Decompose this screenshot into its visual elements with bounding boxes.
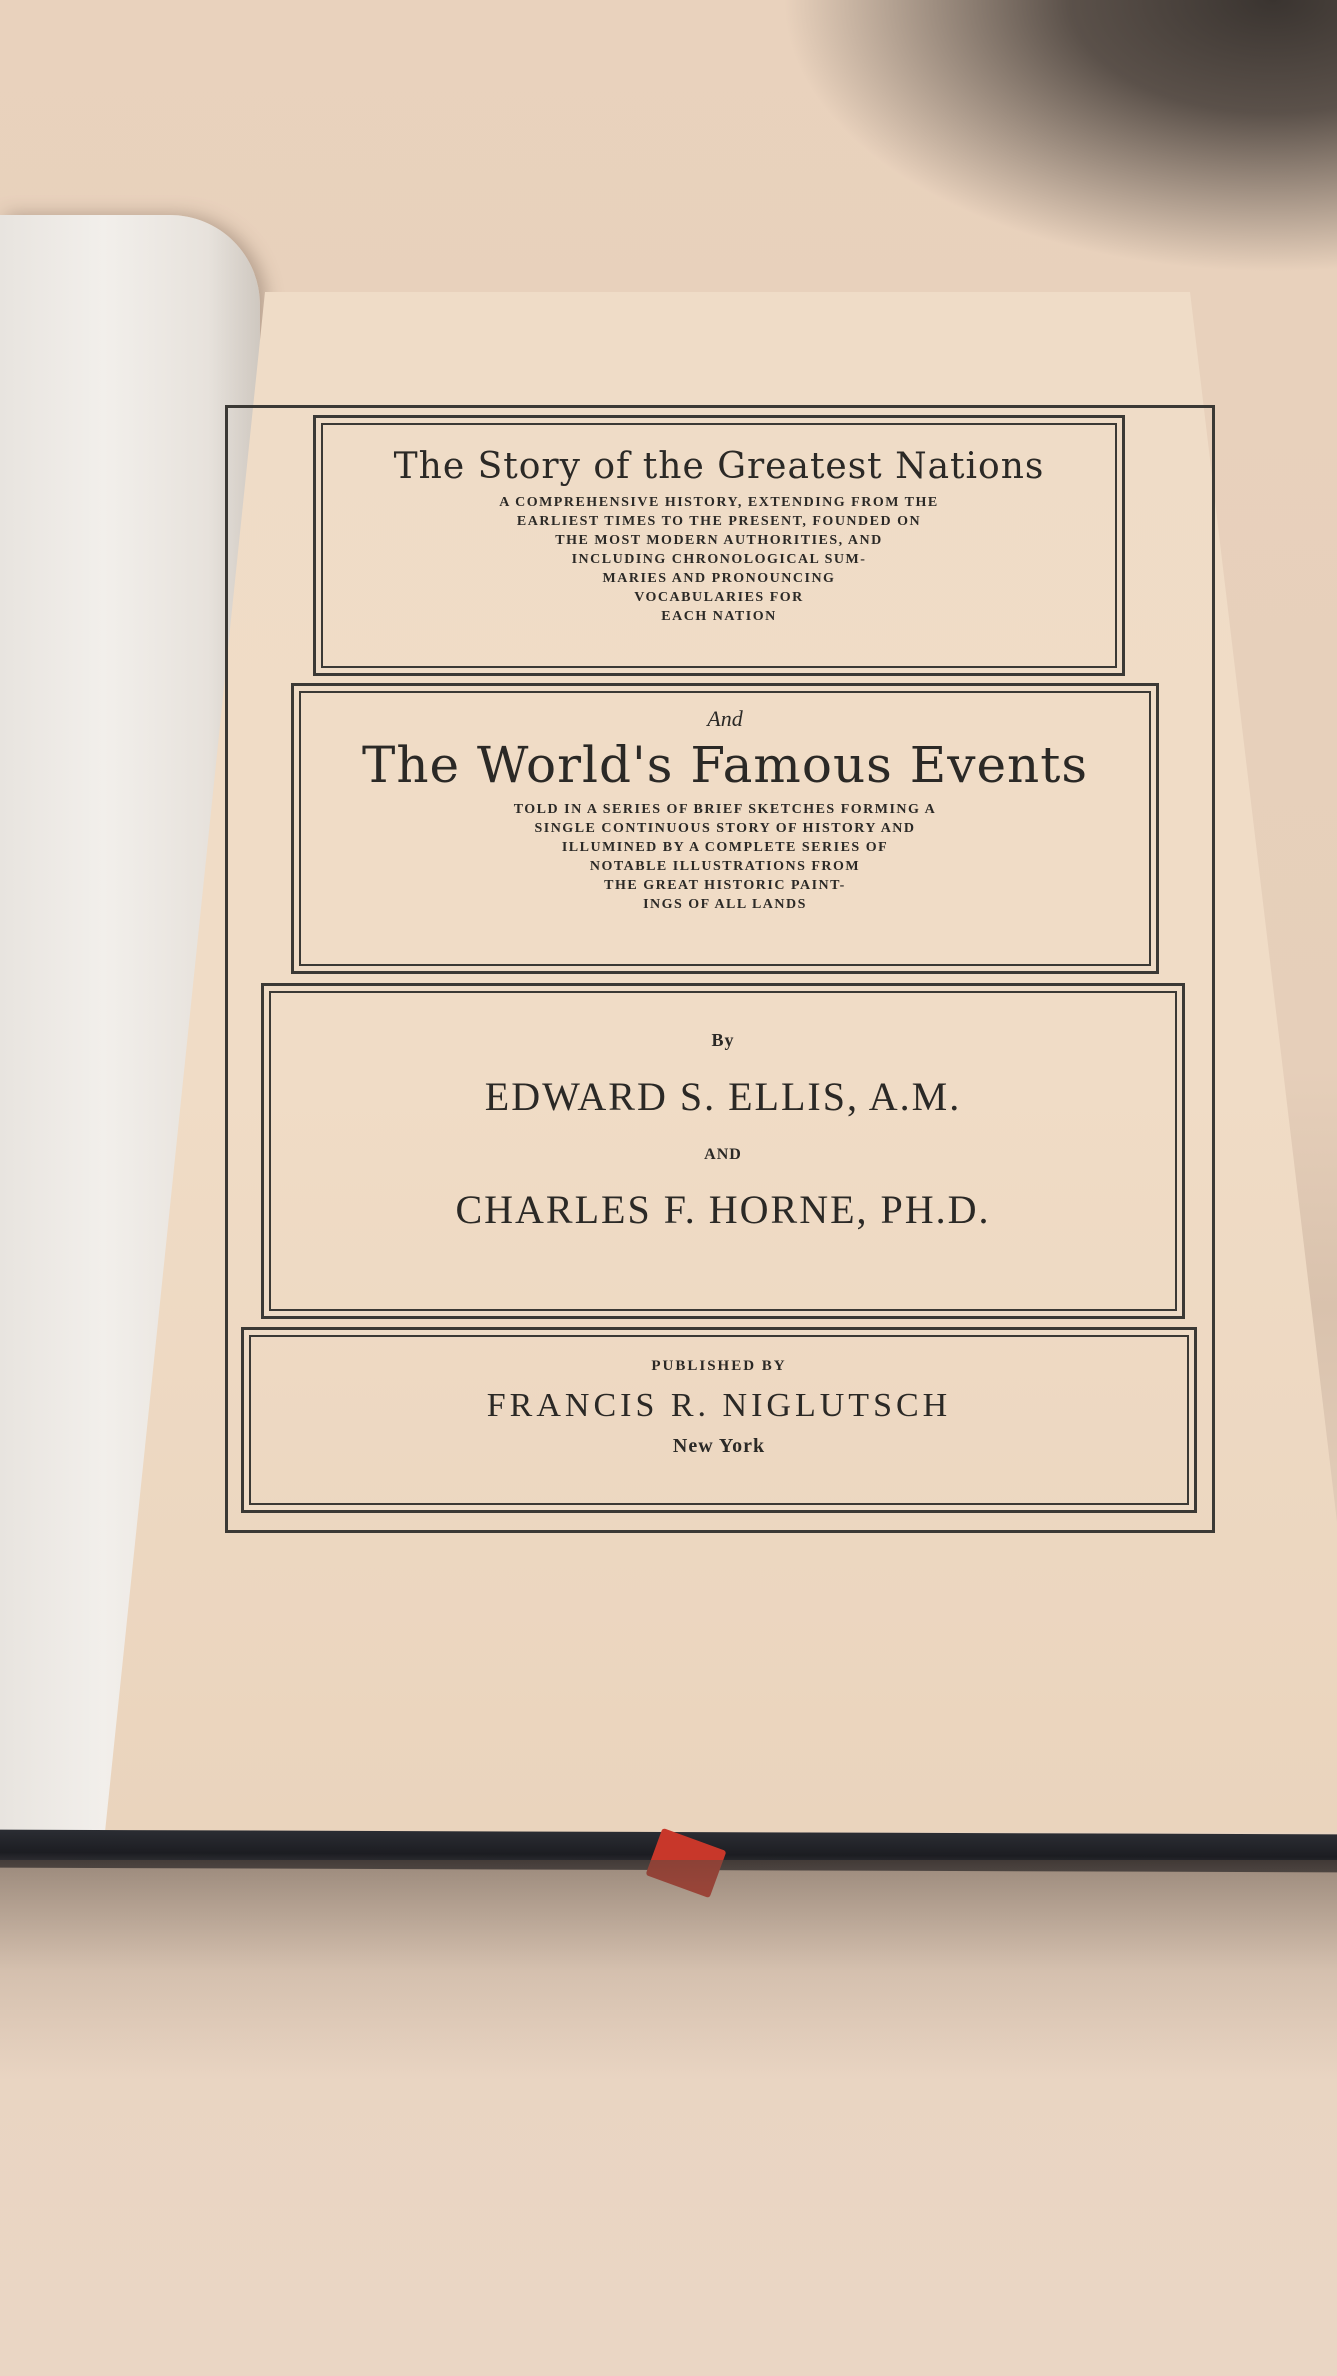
title1: The Story of the Greatest Nations bbox=[393, 446, 1045, 487]
background-shadow bbox=[697, 0, 1337, 320]
description1-line: THE MOST MODERN AUTHORITIES, AND bbox=[555, 533, 883, 548]
description1 bbox=[316, 493, 1122, 626]
author1: EDWARD S. ELLIS, A.M. bbox=[484, 1074, 962, 1119]
published-by-label: PUBLISHED BY bbox=[651, 1358, 787, 1374]
table-shadow bbox=[0, 1860, 1337, 2080]
description1-line: INCLUDING CHRONOLOGICAL SUM- bbox=[571, 552, 867, 567]
description1-line: MARIES AND PRONOUNCING bbox=[602, 571, 836, 586]
and-label: And bbox=[707, 706, 743, 731]
description2 bbox=[294, 800, 1156, 914]
description1-line: EARLIEST TIMES TO THE PRESENT, FOUNDED ON bbox=[516, 514, 922, 529]
description1-line: EACH NATION bbox=[661, 609, 777, 624]
description2-line: INGS OF ALL LANDS bbox=[643, 897, 807, 912]
author2: CHARLES F. HORNE, PH.D. bbox=[455, 1187, 991, 1232]
box-publisher bbox=[241, 1327, 1197, 1513]
publisher-name: FRANCIS R. NIGLUTSCH bbox=[486, 1387, 952, 1424]
publisher-city: New York bbox=[672, 1435, 766, 1457]
box-title1 bbox=[313, 415, 1125, 676]
title2: The World's Famous Events bbox=[361, 736, 1088, 794]
description1-line: A COMPREHENSIVE HISTORY, EXTENDING FROM THE bbox=[499, 495, 939, 510]
and-label-2: AND bbox=[704, 1146, 742, 1163]
by-label: By bbox=[711, 1030, 735, 1050]
box-authors bbox=[261, 983, 1185, 1319]
box-title2 bbox=[291, 683, 1159, 974]
description2-line: THE GREAT HISTORIC PAINT- bbox=[604, 878, 846, 893]
description2-line: NOTABLE ILLUSTRATIONS FROM bbox=[589, 859, 861, 874]
title-frame bbox=[225, 405, 1215, 1533]
description1-line: VOCABULARIES FOR bbox=[634, 590, 804, 605]
description2-line: TOLD IN A SERIES OF BRIEF SKETCHES FORMING A bbox=[513, 802, 937, 817]
description2-line: ILLUMINED BY A COMPLETE SERIES OF bbox=[561, 840, 889, 855]
description2-line: SINGLE CONTINUOUS STORY OF HISTORY AND bbox=[534, 821, 916, 836]
